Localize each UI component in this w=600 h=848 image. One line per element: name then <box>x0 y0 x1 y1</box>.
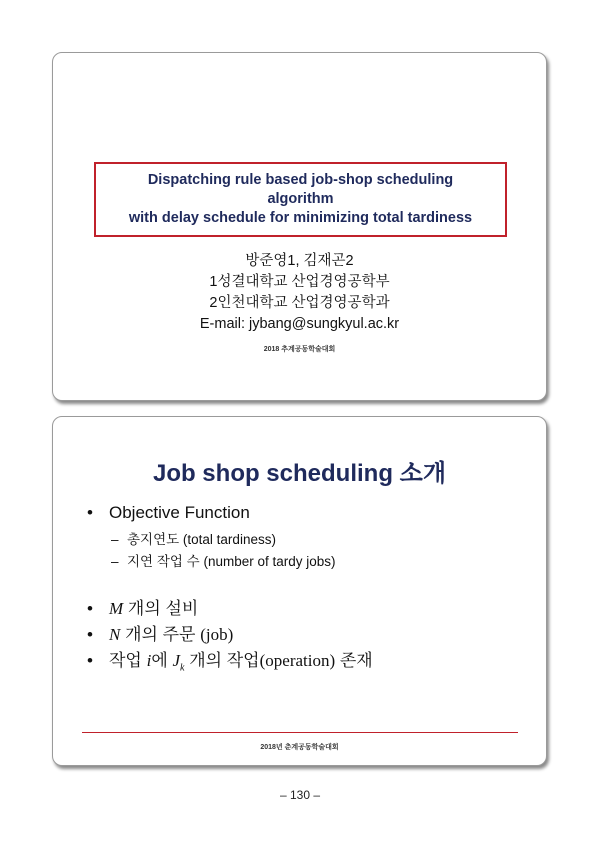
var-m: M <box>109 599 124 618</box>
bullet-dot: • <box>87 625 93 644</box>
slide-1 <box>52 52 547 401</box>
affiliation-1: 1성결대학교 산업경영공학부 <box>209 274 390 290</box>
sub-bullet-text: 지연 작업 수 (number of tardy jobs) <box>127 554 336 569</box>
author-block <box>53 251 546 335</box>
sub-bullet-text: 총지연도 (total tardiness) <box>127 532 276 547</box>
bullet-machines <box>87 594 198 619</box>
var-n: N <box>109 625 121 644</box>
dash: – <box>111 532 119 547</box>
subscript-k: k <box>180 662 185 674</box>
email: E-mail: jybang@sungkyul.ac.kr <box>199 316 400 332</box>
title-line-2: algorithm <box>267 191 334 207</box>
bullet-text-job: (job) <box>200 625 234 644</box>
bullet-dot: • <box>87 651 93 670</box>
bullet-objective-function <box>87 503 250 523</box>
sub-bullet-total-tardiness <box>111 528 276 548</box>
bullet-text-mid: 에 <box>151 651 173 670</box>
bullet-text: 개의 주문 <box>120 625 201 644</box>
affiliation-2: 2인천대학교 산업경영공학과 <box>209 295 390 311</box>
sub-bullet-tardy-jobs <box>111 550 336 570</box>
dash: – <box>111 554 119 569</box>
slide-2-title: Job shop scheduling 소개 <box>152 460 447 487</box>
title-line-1: Dispatching rule based job-shop scheduling <box>147 172 454 188</box>
slide-1-footer: 2018 추계공동학술대회 <box>263 346 336 353</box>
bullet-text-end: 존재 <box>335 651 373 670</box>
slide-2-footer: 2018년 춘계공동학술대회 <box>260 744 339 751</box>
bullet-text: 개의 설비 <box>123 599 199 618</box>
title-line-3: with delay schedule for minimizing total tardiness <box>128 210 473 226</box>
var-j: J <box>172 651 181 670</box>
bullet-operations <box>87 646 373 673</box>
var-i: i <box>146 651 152 670</box>
bullet-orders <box>87 620 233 645</box>
bullet-text-pre: 작업 <box>109 651 147 670</box>
bullet-text: Objective Function <box>109 503 250 522</box>
title-box <box>94 162 507 237</box>
slide-2 <box>52 416 547 766</box>
bullet-text-operation: (operation) <box>259 651 336 670</box>
bullet-dot: • <box>87 599 93 618</box>
bullet-text-post: 개의 작업 <box>184 651 260 670</box>
author-names: 방준영1, 김재곤2 <box>245 253 354 269</box>
page-number: – 130 – <box>279 788 321 802</box>
footer-divider <box>82 732 518 733</box>
bullet-dot: • <box>87 503 93 522</box>
